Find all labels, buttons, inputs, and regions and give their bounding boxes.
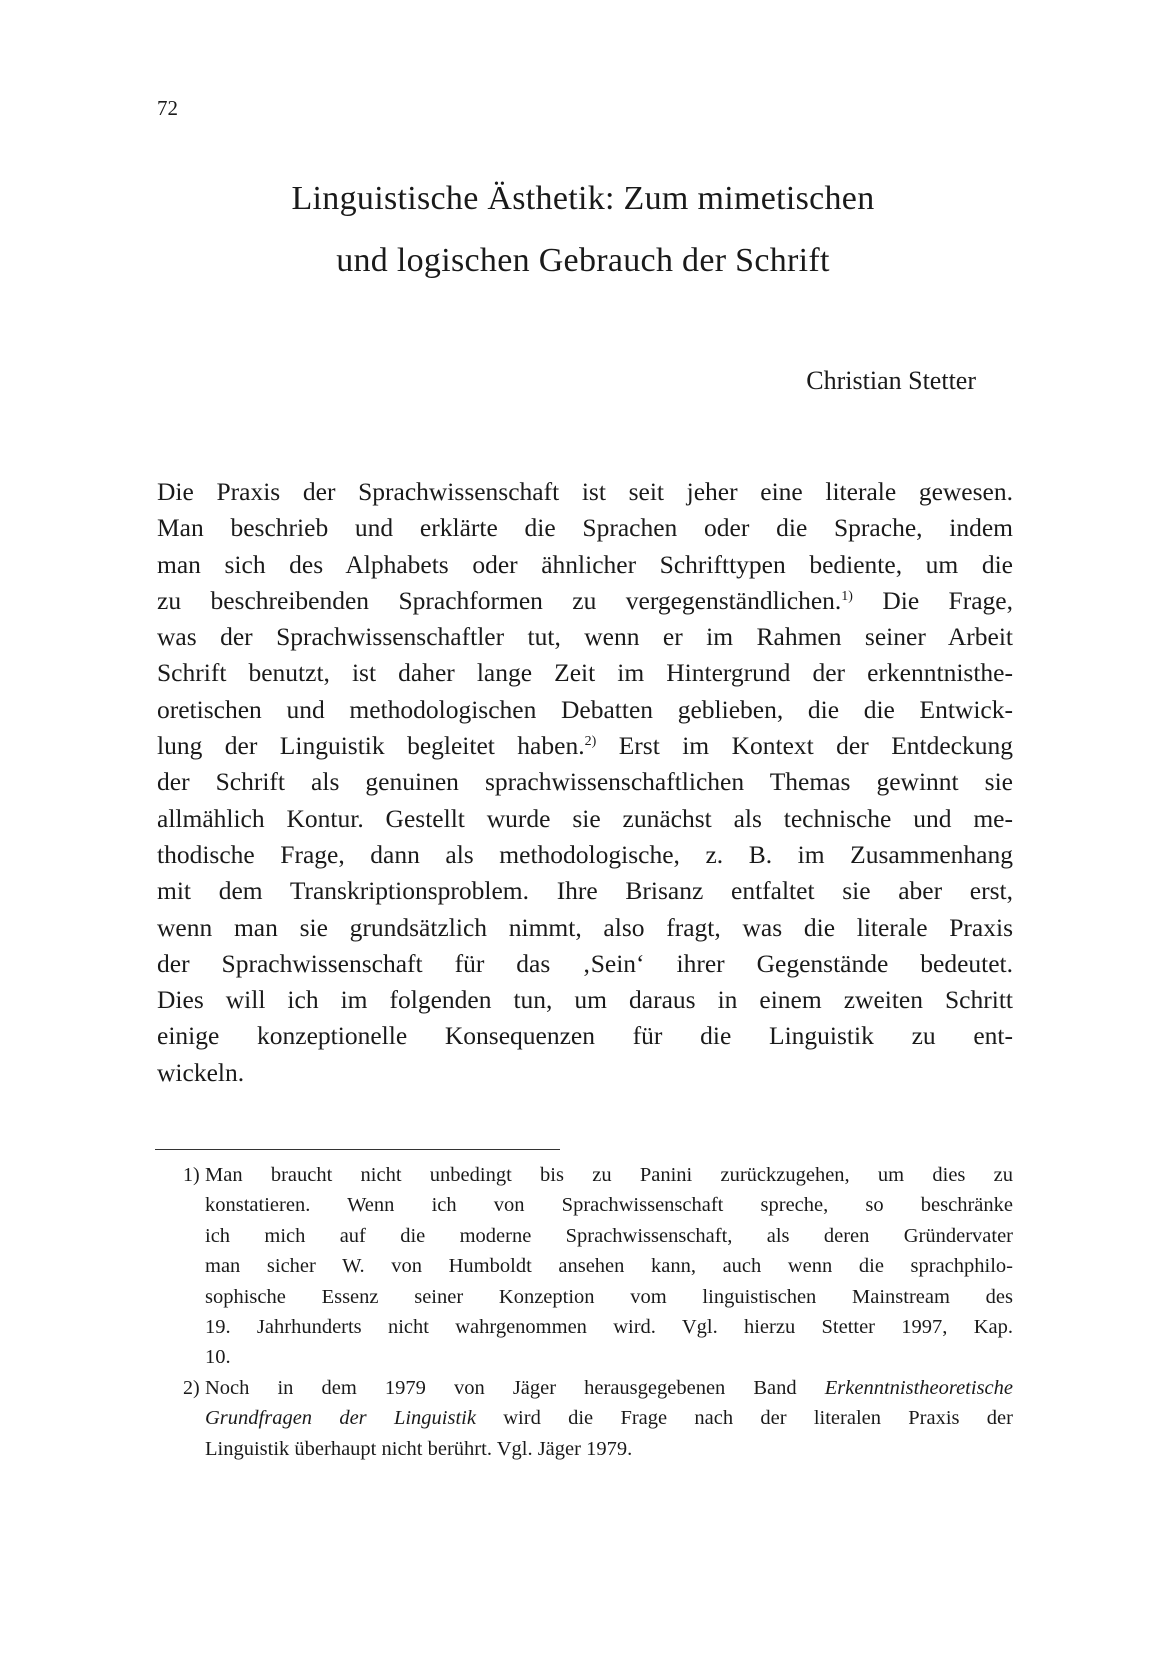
text-segment: Dies will ich im folgenden tun, um daraus in einem zweiten Schritt: [157, 985, 1013, 1015]
text-line: [205, 1190, 1013, 1220]
footnote-rule: [155, 1149, 560, 1150]
text-segment: Man braucht nicht unbedingt bis zu Panini zurückzugehen, um dies zu: [205, 1164, 1013, 1186]
text-segment: was der Sprachwissenschaftler tut, wenn er im Rahmen seiner Arbeit: [157, 622, 1013, 652]
body-text: [157, 474, 1013, 1091]
text-line: [157, 1018, 1013, 1054]
text-line: [157, 837, 1013, 873]
text-line: [205, 1312, 1013, 1342]
text-segment: lung der Linguistik begleitet haben.: [157, 731, 585, 761]
text-line: [157, 619, 1013, 655]
text-segment: Die Praxis der Sprachwissenschaft ist seit jeher eine literale gewesen.: [157, 477, 1013, 506]
text-segment: Schrift benutzt, ist daher lange Zeit im Hintergrund der erkenntnisthe-: [157, 658, 1013, 688]
text-segment: sophische Essenz seiner Konzeption vom linguistischen Mainstream des: [205, 1285, 1013, 1308]
text-segment: oretischen und methodologischen Debatten geblieben, die die Entwick-: [157, 694, 1013, 724]
text-line: [157, 583, 1013, 619]
text-line: [205, 1251, 1013, 1281]
text-line: [157, 801, 1013, 837]
footnote-ref[interactable]: 1): [841, 588, 853, 604]
text-line: [205, 1221, 1013, 1251]
text-segment: 10.: [205, 1346, 231, 1369]
italic-text: Erkenntnistheoretische: [824, 1376, 1013, 1399]
text-line: [157, 510, 1013, 546]
text-segment: Noch in dem 1979 von Jäger herausgegebenen Band: [205, 1376, 825, 1399]
text-line: [157, 474, 1013, 510]
text-segment: ich mich auf die moderne Sprachwissenschaft, als deren Gründervater: [205, 1224, 1013, 1247]
text-segment: man sich des Alphabets oder ähnlicher Schrifttypen bediente, um die: [157, 549, 1013, 579]
title-line-1: Linguistische Ästhetik: Zum mimetischen: [291, 180, 875, 217]
text-segment: zu beschreibenden Sprachformen zu vergegenständlichen.: [157, 585, 842, 615]
text-segment: Die Frage,: [852, 585, 1013, 615]
text-segment: mit dem Transkriptionsproblem. Ihre Brisanz entfaltet sie aber erst,: [157, 876, 1013, 906]
text-segment: wird die Frage nach der literalen Praxis der: [475, 1407, 1013, 1430]
text-line: [157, 910, 1013, 946]
footnote-ref[interactable]: 2): [584, 734, 597, 750]
text-line: [157, 655, 1013, 691]
text-segment: einige konzeptionelle Konsequenzen für die Linguistik zu ent-: [157, 1021, 1013, 1051]
text-segment: Linguistik überhaupt nicht berührt. Vgl. Jäger 1979.: [205, 1437, 633, 1460]
text-segment: Erst im Kontext der Entdeckung: [596, 731, 1013, 761]
text-segment: man sicher W. von Humboldt ansehen kann, auch wenn die sprachphilo-: [205, 1255, 1013, 1278]
text-line: [157, 547, 1013, 583]
footnotes: [183, 1160, 1013, 1464]
author: Christian Stetter: [806, 366, 976, 395]
italic-text: Grundfragen der Linguistik: [205, 1407, 476, 1430]
text-line: [205, 1160, 1013, 1190]
text-line: [205, 1342, 1013, 1372]
text-line: [205, 1403, 1013, 1433]
text-segment: 19. Jahrhunderts nicht wahrgenommen wird. Vgl. hierzu Stetter 1997, Kap.: [205, 1315, 1013, 1338]
text-segment: allmählich Kontur. Gestellt wurde sie zunächst als technische und me-: [157, 803, 1013, 833]
text-line: [157, 873, 1013, 909]
text-segment: Man beschrieb und erklärte die Sprachen oder die Sprache, indem: [157, 513, 1013, 543]
text-segment: der Schrift als genuinen sprachwissenschaftlichen Themas gewinnt sie: [157, 767, 1013, 797]
title-line-2: und logischen Gebrauch der Schrift: [336, 242, 830, 279]
text-line: [157, 692, 1013, 728]
footnote: [183, 1373, 1013, 1464]
text-line: [157, 1055, 1013, 1091]
text-line: [157, 982, 1013, 1018]
text-line: [205, 1373, 1013, 1403]
page-number: 72: [157, 96, 178, 120]
text-segment: konstatieren. Wenn ich von Sprachwissenschaft spreche, so beschränke: [205, 1194, 1013, 1217]
text-segment: wickeln.: [157, 1057, 245, 1087]
text-segment: der Sprachwissenschaft für das ‚Sein‘ ihrer Gegenstände bedeutet.: [157, 948, 1013, 978]
text-line: [157, 764, 1013, 800]
footnote: [183, 1160, 1013, 1373]
text-line: [157, 728, 1013, 764]
text-segment: wenn man sie grundsätzlich nimmt, also fragt, was die literale Praxis: [157, 912, 1013, 942]
footnote-number: 2): [183, 1376, 200, 1399]
footnote-number: 1): [183, 1164, 200, 1186]
text-segment: thodische Frage, dann als methodologische, z. B. im Zusammenhang: [157, 839, 1013, 869]
text-line: [157, 946, 1013, 982]
text-line: [205, 1282, 1013, 1312]
text-line: [205, 1434, 1013, 1464]
